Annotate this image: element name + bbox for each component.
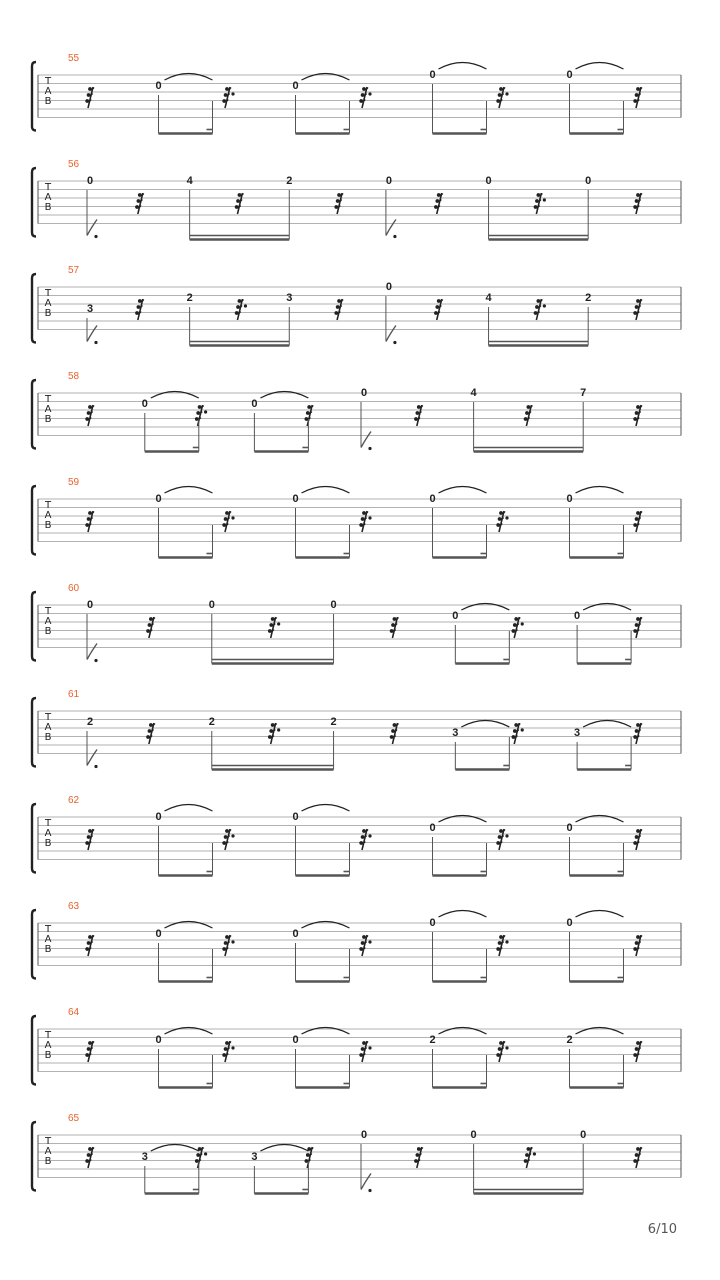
system-bracket [32,486,36,555]
fret-number: 3 [286,292,293,304]
tie-arc [302,922,350,929]
tab-clef-letter: A [44,192,52,203]
rest-icon [633,935,642,956]
fret-number: 0 [385,175,392,187]
fret-number: 0 [251,398,258,410]
note-flag [87,750,97,766]
fret-number: 3 [86,303,94,315]
tab-clef-letter: T [44,1136,52,1147]
rest-icon [434,299,443,320]
tie-arc [165,805,213,812]
rest-icon [135,299,144,320]
dotted-rest-icon [359,935,371,956]
fret-number: 0 [292,1034,299,1046]
page-number: 6/10 [647,1222,677,1237]
tie-arc [439,911,487,918]
note-flag [386,220,396,236]
fret-number: 3 [574,727,581,739]
tie-arc [260,392,308,399]
tie-arc [583,721,631,728]
rest-icon [633,1147,642,1168]
note-flag [386,326,396,342]
tab-clef-letter: A [44,1146,52,1157]
tie-arc [302,74,350,81]
dotted-rest-icon [235,299,247,320]
dot-icon [368,447,371,450]
fret-number: 4 [470,387,477,399]
dot-icon [94,765,97,768]
fret-number: 0 [566,822,573,834]
dotted-rest-icon [222,935,234,956]
fret-number: 2 [330,716,337,728]
fret-number: 2 [566,1034,573,1046]
tie-arc [165,487,213,494]
dotted-rest-icon [195,405,207,426]
rest-icon [135,193,144,214]
tie-arc [583,604,631,611]
tie-arc [302,805,350,812]
fret-number: 2 [429,1034,436,1046]
tab-clef-letter: B [44,520,52,531]
tab-clef-letter: A [44,934,52,945]
tab-system [32,265,681,346]
fret-number: 0 [429,917,436,929]
tie-arc [165,74,213,81]
fret-number: 0 [86,175,94,187]
tab-clef-letter: T [44,818,52,829]
fret-number: 0 [429,69,436,81]
rest-icon [85,935,94,956]
dotted-rest-icon [268,723,280,744]
system-bracket [32,62,36,131]
tie-arc [151,392,199,399]
rest-icon [334,299,343,320]
measure-number: 57 [68,265,80,276]
system-bracket [32,1122,36,1191]
tie-arc [576,63,624,70]
dotted-rest-icon [359,87,371,108]
note-flag [87,220,97,236]
tab-clef-letter: T [44,712,52,723]
rest-icon [633,87,642,108]
fret-number: 0 [360,1129,368,1141]
dotted-rest-icon [268,617,280,638]
fret-number: 0 [155,928,162,940]
dotted-rest-icon [496,87,508,108]
tab-system [32,1007,681,1088]
fret-number: 0 [86,599,94,611]
tab-clef-letter: B [44,626,52,637]
rest-icon [235,193,244,214]
rest-icon [633,405,642,426]
dotted-rest-icon [222,511,234,532]
rest-icon [146,617,155,638]
dotted-rest-icon [496,1041,508,1062]
fret-number: 0 [470,1129,477,1141]
tab-clef-letter: A [44,616,52,627]
dotted-rest-icon [496,935,508,956]
dotted-rest-icon [222,1041,234,1062]
tie-arc [576,911,624,918]
fret-number: 0 [292,493,299,505]
rest-icon [85,1147,94,1168]
dotted-rest-icon [534,193,546,214]
rest-icon [633,299,642,320]
tab-clef-letter: T [44,924,52,935]
measure-number: 61 [68,689,80,700]
fret-number: 0 [574,610,581,622]
dot-icon [368,1189,371,1192]
tie-arc [439,1028,487,1035]
rest-icon [334,193,343,214]
tab-system [32,1113,681,1194]
fret-number: 7 [580,387,587,399]
system-bracket [32,592,36,661]
tab-clef-letter: T [44,606,52,617]
measure-number: 58 [68,371,80,382]
system-bracket [32,804,36,873]
fret-number: 0 [429,822,436,834]
tab-clef-letter: A [44,722,52,733]
fret-number: 0 [155,493,162,505]
fret-number: 0 [330,599,337,611]
fret-number: 0 [585,175,592,187]
fret-number: 3 [141,1151,148,1163]
tab-clef-letter: A [44,828,52,839]
measure-number: 62 [68,795,80,806]
fret-number: 0 [292,80,299,92]
rest-icon [414,1147,423,1168]
fret-number: 2 [208,716,215,728]
fret-number: 0 [566,69,573,81]
system-bracket [32,168,36,237]
measure-number: 55 [68,53,80,64]
dotted-rest-icon [524,1147,536,1168]
measure-number: 63 [68,901,80,912]
rest-icon [633,617,642,638]
rest-icon [633,193,642,214]
fret-number: 0 [292,811,299,823]
measure-number: 59 [68,477,80,488]
tie-arc [260,1145,308,1152]
system-bracket [32,1016,36,1085]
measure-number: 60 [68,583,80,594]
tab-system [32,477,681,558]
dotted-rest-icon [222,87,234,108]
fret-number: 0 [155,1034,162,1046]
rest-icon [85,87,94,108]
tie-arc [302,487,350,494]
rest-icon [85,829,94,850]
tab-clef-letter: B [44,1050,52,1061]
tab-system [32,583,681,664]
tab-clef-letter: B [44,944,52,955]
tab-system [32,901,681,982]
dot-icon [94,659,97,662]
fret-number: 3 [452,727,459,739]
tie-arc [461,721,509,728]
dotted-rest-icon [496,829,508,850]
fret-number: 0 [292,928,299,940]
rest-icon [633,511,642,532]
rest-icon [524,405,533,426]
tab-clef-letter: B [44,96,52,107]
rest-icon [633,829,642,850]
tab-clef-letter: A [44,298,52,309]
note-flag [361,432,371,448]
tab-clef-letter: A [44,510,52,521]
fret-number: 2 [585,292,592,304]
fret-number: 0 [452,610,459,622]
fret-number: 0 [566,493,573,505]
dotted-rest-icon [359,511,371,532]
system-bracket [32,274,36,343]
system-bracket [32,910,36,979]
measure-number: 64 [68,1007,80,1018]
fret-number: 4 [485,292,492,304]
fret-number: 4 [186,175,193,187]
measure-number: 65 [68,1113,80,1124]
tab-clef-letter: T [44,394,52,405]
tie-arc [439,63,487,70]
fret-number: 0 [580,1129,587,1141]
dotted-rest-icon [222,829,234,850]
fret-number: 3 [251,1151,258,1163]
tab-clef-letter: B [44,838,52,849]
dotted-rest-icon [496,511,508,532]
tab-clef-letter: B [44,202,52,213]
measure-number: 56 [68,159,80,170]
rest-icon [146,723,155,744]
system-bracket [32,380,36,449]
tab-system [32,159,681,240]
fret-number: 2 [286,175,293,187]
tab-clef-letter: T [44,500,52,511]
dotted-rest-icon [512,617,524,638]
dot-icon [94,235,97,238]
tie-arc [576,487,624,494]
system-bracket [32,698,36,767]
dot-icon [94,341,97,344]
rest-icon [434,193,443,214]
rest-icon [390,617,399,638]
tie-arc [302,1028,350,1035]
tie-arc [439,487,487,494]
dotted-rest-icon [534,299,546,320]
tab-system [32,795,681,876]
fret-number: 0 [155,811,162,823]
tie-arc [151,1145,199,1152]
tab-clef-letter: T [44,182,52,193]
tab-system [32,53,681,134]
tie-arc [439,816,487,823]
tie-arc [165,922,213,929]
tie-arc [461,604,509,611]
tab-clef-letter: T [44,1030,52,1041]
tab-clef-letter: T [44,76,52,87]
fret-number: 2 [86,716,94,728]
rest-icon [390,723,399,744]
dotted-rest-icon [512,723,524,744]
rest-icon [85,405,94,426]
tab-clef-letter: A [44,86,52,97]
rest-icon [85,1041,94,1062]
fret-number: 0 [566,917,573,929]
dotted-rest-icon [359,1041,371,1062]
dot-icon [393,235,396,238]
tab-clef-letter: A [44,404,52,415]
fret-number: 0 [141,398,148,410]
rest-icon [85,511,94,532]
dot-icon [393,341,396,344]
tab-clef-letter: A [44,1040,52,1051]
tab-system [32,689,681,770]
tab-system [32,371,681,452]
rest-icon [414,405,423,426]
fret-number: 0 [208,599,215,611]
note-flag [361,1174,371,1190]
tab-clef-letter: B [44,308,52,319]
fret-number: 0 [360,387,368,399]
rest-icon [633,723,642,744]
fret-number: 0 [385,281,392,293]
tab-clef-letter: B [44,732,52,743]
tab-clef-letter: B [44,414,52,425]
tab-clef-letter: T [44,288,52,299]
dotted-rest-icon [359,829,371,850]
tie-arc [576,1028,624,1035]
note-flag [87,326,97,342]
tie-arc [165,1028,213,1035]
tab-clef-letter: B [44,1156,52,1167]
fret-number: 2 [186,292,193,304]
fret-number: 0 [485,175,492,187]
fret-number: 0 [429,493,436,505]
rest-icon [633,1041,642,1062]
fret-number: 0 [155,80,162,92]
note-flag [87,644,97,660]
tie-arc [576,816,624,823]
